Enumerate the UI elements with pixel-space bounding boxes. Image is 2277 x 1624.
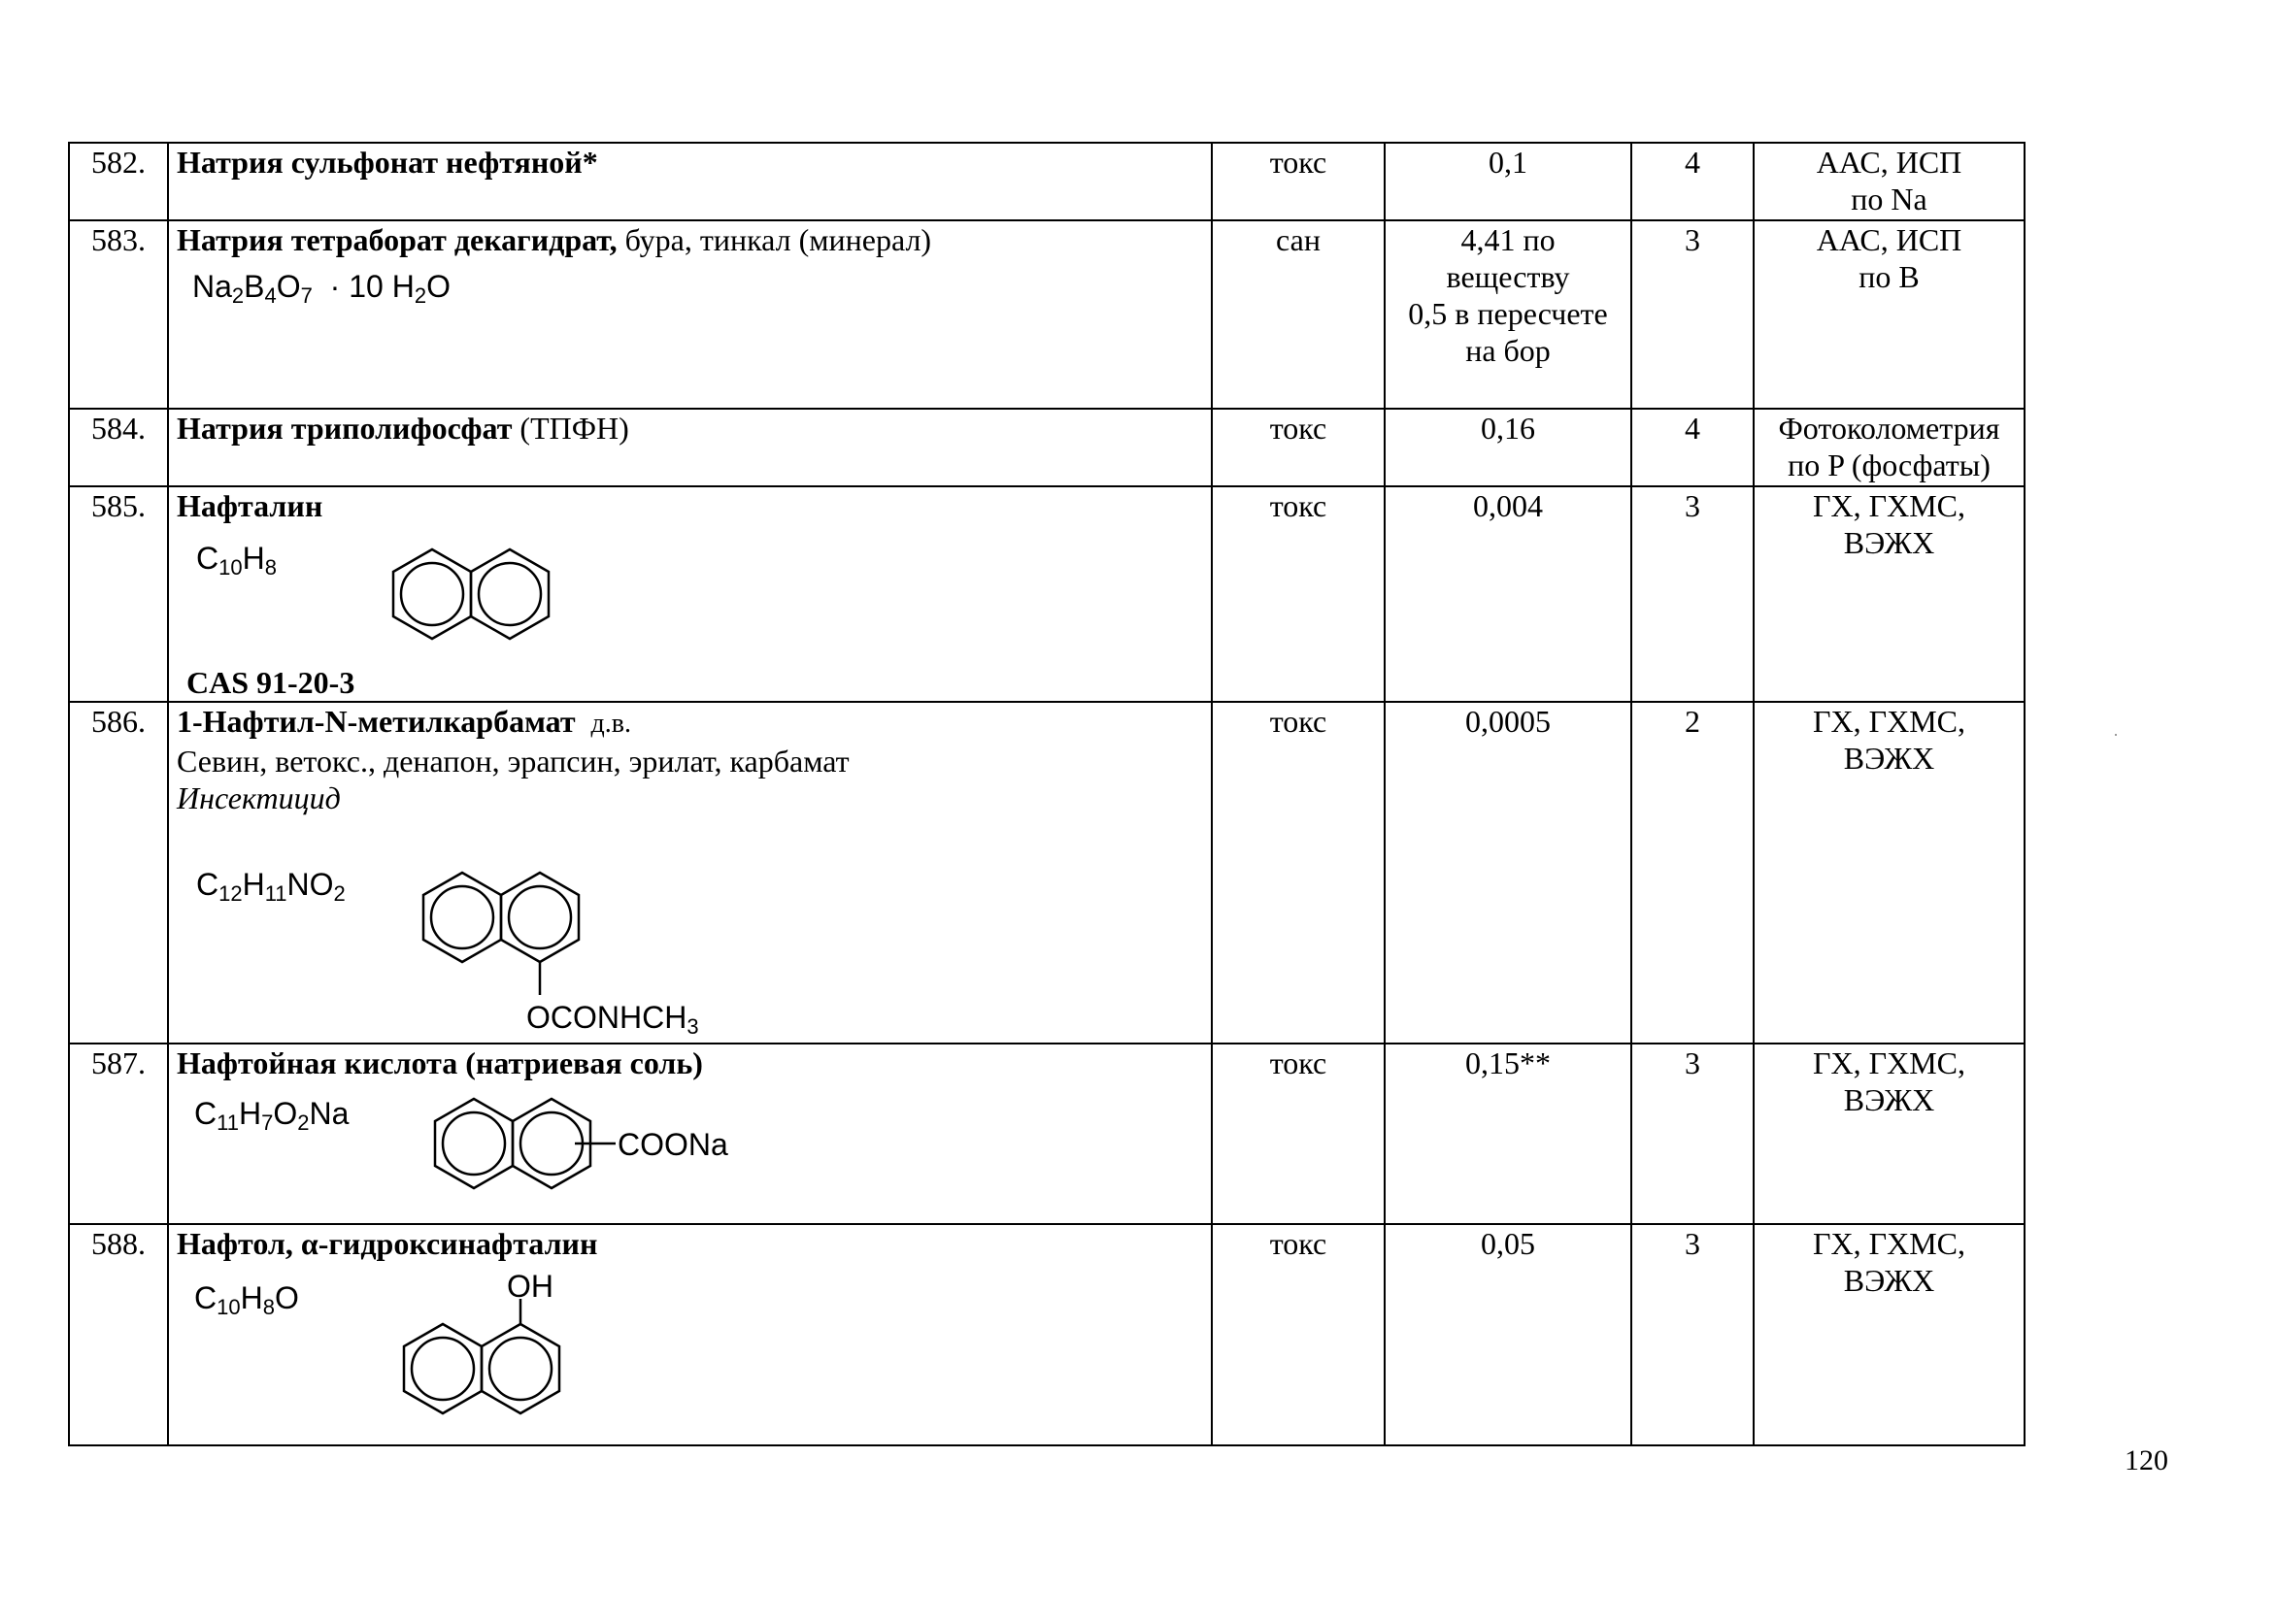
name-bold: Натрия тетраборат декагидрат, bbox=[177, 222, 618, 257]
class-cell: 3 bbox=[1631, 1044, 1754, 1224]
hazard-cell: токс bbox=[1212, 486, 1385, 702]
name-bold: Натрия сульфонат нефтяной* bbox=[177, 145, 598, 180]
carbaryl-structure bbox=[412, 863, 699, 1047]
table-row bbox=[69, 220, 2025, 409]
class-cell: 3 bbox=[1631, 1224, 1754, 1445]
chemical-formula: $C_{11}H_7O_2Na$ bbox=[194, 1096, 350, 1135]
table-row bbox=[69, 702, 2025, 1044]
naphthalene-structure bbox=[368, 540, 572, 666]
class-cell: 4 bbox=[1631, 143, 1754, 220]
cas-number: CAS 91-20-3 bbox=[186, 665, 355, 700]
value-cell: 0,004 bbox=[1385, 486, 1631, 702]
row-number: 585. bbox=[69, 486, 168, 702]
table-row bbox=[69, 143, 2025, 220]
hazard-cell: токс bbox=[1212, 1044, 1385, 1224]
value-cell: 0,15** bbox=[1385, 1044, 1631, 1224]
method-cell: ГХ, ГХМС, ВЭЖХ bbox=[1754, 1224, 2025, 1445]
name-bold: Нафтол, α-гидроксинафталин bbox=[177, 1226, 598, 1261]
substance-name bbox=[168, 1044, 1212, 1224]
row-number: 584. bbox=[69, 409, 168, 486]
value-cell: 0,0005 bbox=[1385, 702, 1631, 1044]
chemical-formula: $C_{10}H_8$ bbox=[196, 541, 277, 580]
method-cell: ААС, ИСП по B bbox=[1754, 220, 2025, 409]
synonyms: Севин, ветокс., денапон, эрапсин, эрилат, карбамат bbox=[177, 744, 850, 779]
table-row bbox=[69, 1044, 2025, 1224]
substance-name bbox=[168, 1224, 1212, 1445]
hazard-cell: токс bbox=[1212, 1224, 1385, 1445]
name-bold: Натрия триполифосфат bbox=[177, 411, 513, 446]
hazard-cell: сан bbox=[1212, 220, 1385, 409]
value-cell: 0,16 bbox=[1385, 409, 1631, 486]
value-cell: 0,1 bbox=[1385, 143, 1631, 220]
row-number: 586. bbox=[69, 702, 168, 1044]
substance-name bbox=[168, 702, 1212, 1044]
class-cell: 4 bbox=[1631, 409, 1754, 486]
table-row bbox=[69, 486, 2025, 702]
class-cell: 2 bbox=[1631, 702, 1754, 1044]
substituent-label: $OCONHCH_3$ bbox=[526, 1000, 699, 1039]
value-cell: 0,05 bbox=[1385, 1224, 1631, 1445]
row-number: 583. bbox=[69, 220, 168, 409]
method-cell: ААС, ИСП по Na bbox=[1754, 143, 2025, 220]
name-rest: (ТПФН) bbox=[512, 411, 629, 446]
hazard-cell: токс bbox=[1212, 409, 1385, 486]
chemical-formula: $C_{12}H_{11}NO_2$ bbox=[196, 867, 346, 906]
category: Инсектицид bbox=[177, 780, 341, 815]
method-cell: Фотоколометрия по P (фосфаты) bbox=[1754, 409, 2025, 486]
method-cell: ГХ, ГХМС, ВЭЖХ bbox=[1754, 1044, 2025, 1224]
hazard-cell: токс bbox=[1212, 143, 1385, 220]
row-number: 588. bbox=[69, 1224, 168, 1445]
table-row bbox=[69, 409, 2025, 486]
method-cell: ГХ, ГХМС, ВЭЖХ bbox=[1754, 486, 2025, 702]
method-cell: ГХ, ГХМС, ВЭЖХ bbox=[1754, 702, 2025, 1044]
name-bold: Нафтойная кислота (натриевая соль) bbox=[177, 1045, 703, 1080]
naphthoate-structure bbox=[423, 1093, 728, 1200]
name-bold: 1-Нафтил-N-метилкарбамат bbox=[177, 704, 576, 739]
value-cell: 4,41 по веществу 0,5 в пересчете на бор bbox=[1385, 220, 1631, 409]
table-row bbox=[69, 1224, 2025, 1445]
class-cell: 3 bbox=[1631, 220, 1754, 409]
row-number: 587. bbox=[69, 1044, 168, 1224]
substituent-label: COONa bbox=[618, 1127, 728, 1162]
substance-name bbox=[168, 486, 1212, 702]
name-rest: бура, тинкал (минерал) bbox=[617, 222, 932, 257]
naphthol-structure bbox=[392, 1269, 606, 1437]
name-bold: Нафталин bbox=[177, 488, 323, 523]
substance-table bbox=[68, 142, 2026, 1446]
scan-speck bbox=[2115, 734, 2117, 736]
substance-name bbox=[168, 143, 1212, 220]
row-number: 582. bbox=[69, 143, 168, 220]
substance-name bbox=[168, 409, 1212, 486]
substance-name bbox=[168, 220, 1212, 409]
chemical-formula: $Na_2B_4O_7 \cdot 10$ $H_2O$ bbox=[192, 269, 451, 308]
active-substance-note: д.в. bbox=[590, 709, 632, 739]
class-cell: 3 bbox=[1631, 486, 1754, 702]
chemical-formula: $C_{10}H_8O$ bbox=[194, 1280, 299, 1319]
substituent-label: OH bbox=[507, 1269, 553, 1304]
page-number: 120 bbox=[2125, 1444, 2168, 1476]
hazard-cell: токс bbox=[1212, 702, 1385, 1044]
